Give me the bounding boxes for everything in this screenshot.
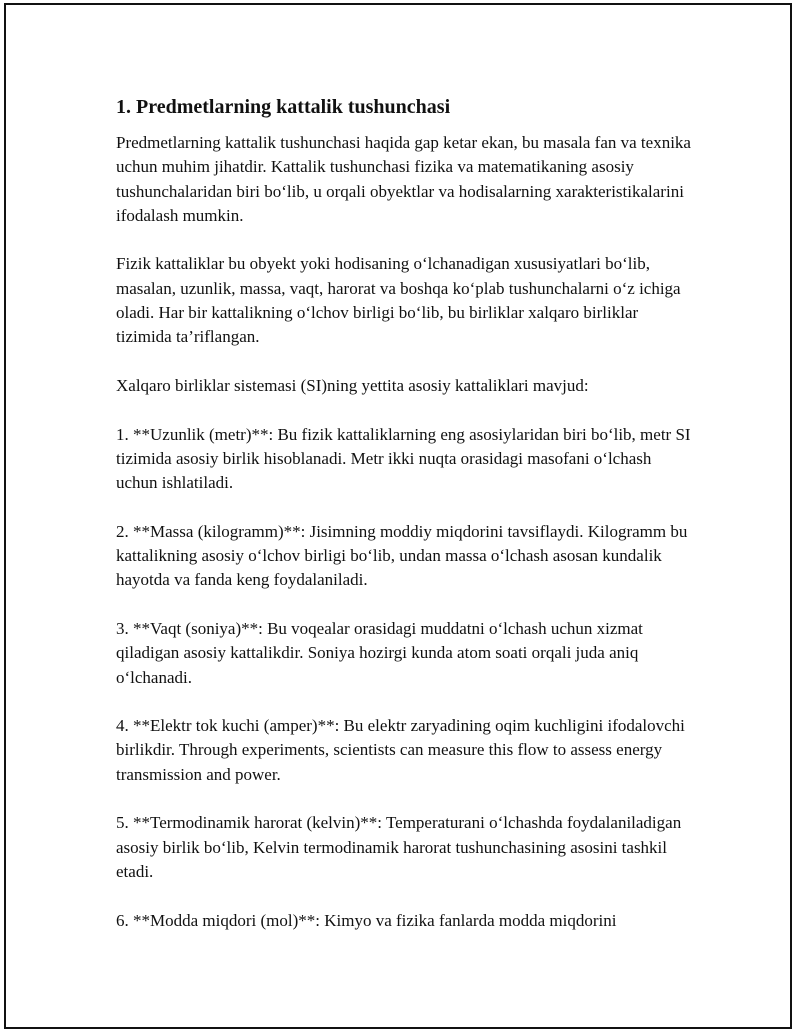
list-item-mass: 2. **Massa (kilogramm)**: Jisimning moddiy miqdorini tavsiflaydi. Kilogramm bu kattalikning asosiy o‘lchov birligi bo‘lib, undan massa o‘lchash asosan kundalik hayotda va fanda keng foydalaniladi. — [116, 521, 688, 590]
list-item-length: 1. **Uzunlik (metr)**: Bu fizik kattaliklarning eng asosiylaridan biri bo‘lib, metr SI tizimida asosiy birlik hisoblanadi. Metr ikki nuqta orasidagi masofani o‘lchash uchun ishlatiladi. — [116, 424, 691, 493]
paragraph-si-intro: Xalqaro birliklar sistemasi (SI)ning yettita asosiy kattaliklari mavjud: — [116, 375, 589, 395]
document-body — [116, 93, 696, 957]
paragraph-physical-quantities: Fizik kattaliklar bu obyekt yoki hodisaning o‘lchanadigan xususiyatlari bo‘lib, masalan, uzunlik, massa, vaqt, harorat va boshqa ko‘plab tushunchalarni o‘z ichiga oladi. Har bir kattalikning o‘lchov birligi bo‘lib, bu birliklar xalqaro birliklar tizimida ta’riflangan. — [116, 254, 681, 347]
list-item-amount: 6. **Modda miqdori (mol)**: Kimyo va fizika fanlarda modda miqdorini — [116, 910, 617, 930]
list-item-time: 3. **Vaqt (soniya)**: Bu voqealar orasidagi muddatni o‘lchash uchun xizmat qiladigan asosiy kattalikdir. Soniya hozirgi kunda atom soati orqali juda aniq o‘lchanadi. — [116, 618, 643, 687]
list-item-temperature: 5. **Termodinamik harorat (kelvin)**: Temperaturani o‘lchashda foydalaniladigan asosiy birlik bo‘lib, Kelvin termodinamik harorat tushunchasining asosini tashkil etadi. — [116, 813, 682, 881]
list-item-current: 4. **Elektr tok kuchi (amper)**: Bu elektr zaryadining oqim kuchligini ifodalovchi birlikdir. Through experiments, scientists can measure this flow to assess energy transmission and power. — [116, 716, 685, 784]
section-heading: 1. Predmetlarning kattalik tushunchasi — [116, 96, 451, 118]
paragraph-intro: Predmetlarning kattalik tushunchasi haqida gap ketar ekan, bu masala fan va texnika uchun muhim jihatdir. Kattalik tushunchasi fizika va matematikaning asosiy tushunchalaridan biri bo‘lib, u orqali obyektlar va hodisalarning xarakteristikalarini ifodalash mumkin. — [116, 133, 691, 225]
